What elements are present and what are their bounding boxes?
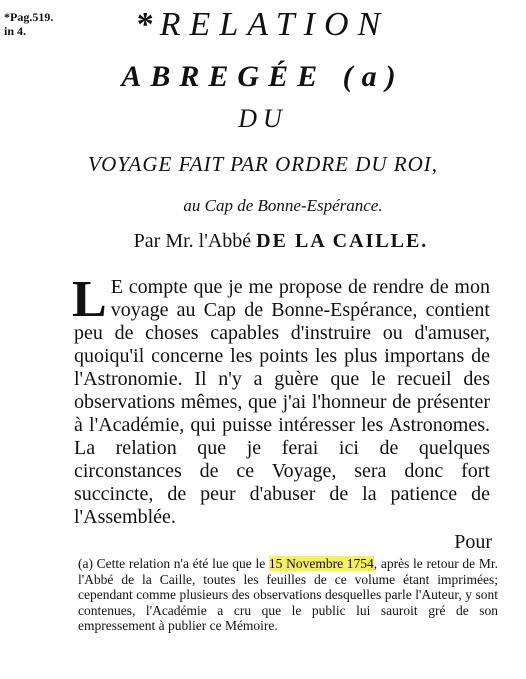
title-line-4: VOYAGE FAIT PAR ORDRE DU ROI,: [87, 152, 439, 176]
title-line-3: DU: [238, 104, 288, 133]
catchword: Pour: [454, 531, 492, 553]
asterisk-mark: *: [136, 6, 154, 43]
footnote: [78, 556, 498, 634]
footnote-part-1: (a) Cette relation n'a été lue que le: [78, 556, 269, 571]
body-paragraph: [72, 271, 490, 529]
footnote-part-2: , après le retour de Mr. l'Abbé de la Caille, toutes les feuilles de ce volume étant imprimées; cependant comme plusieurs des observations desquelles parle l'Auteur, y sont contenues, l'Académie a cru que le public lui sauroit gré de son empressement à publier ce Mémoire.: [78, 556, 498, 633]
title-line-5: au Cap de Bonne-Espérance.: [183, 196, 383, 215]
title-line-1: RELATION: [159, 6, 390, 43]
title-line-2: ABREGÉE (a): [121, 60, 405, 93]
body-text: E compte que je me propose de rendre de mon voyage au Cap de Bonne-Espérance, contient peu de choses capables d'instruire ou d'amuser, quoiqu'il concerne les points les plus importans de l'Astronomie. Il n'y a guère que le recueil des observations mêmes, que j'ai l'honneur de présenter à l'Académie, qui puisse intéresser les Astronomes. La relation que je ferai ici de quelques circonstances de ce Voyage, sera donc fort succincte, de peur d'abuser de la patience de l'Assemblée.: [74, 276, 490, 528]
margin-note-line-1: *Pag.519.: [4, 10, 54, 24]
margin-note-line-2: in 4.: [4, 24, 27, 38]
footnote-highlighted-date: 15 Novembre 1754: [268, 556, 374, 571]
title-relation: [0, 6, 526, 44]
author-prefix: Par Mr. l'Abbé: [133, 230, 252, 252]
author-name: DE LA CAILLE.: [256, 230, 429, 252]
drop-cap: L: [72, 271, 107, 328]
author-line: [18, 230, 526, 253]
